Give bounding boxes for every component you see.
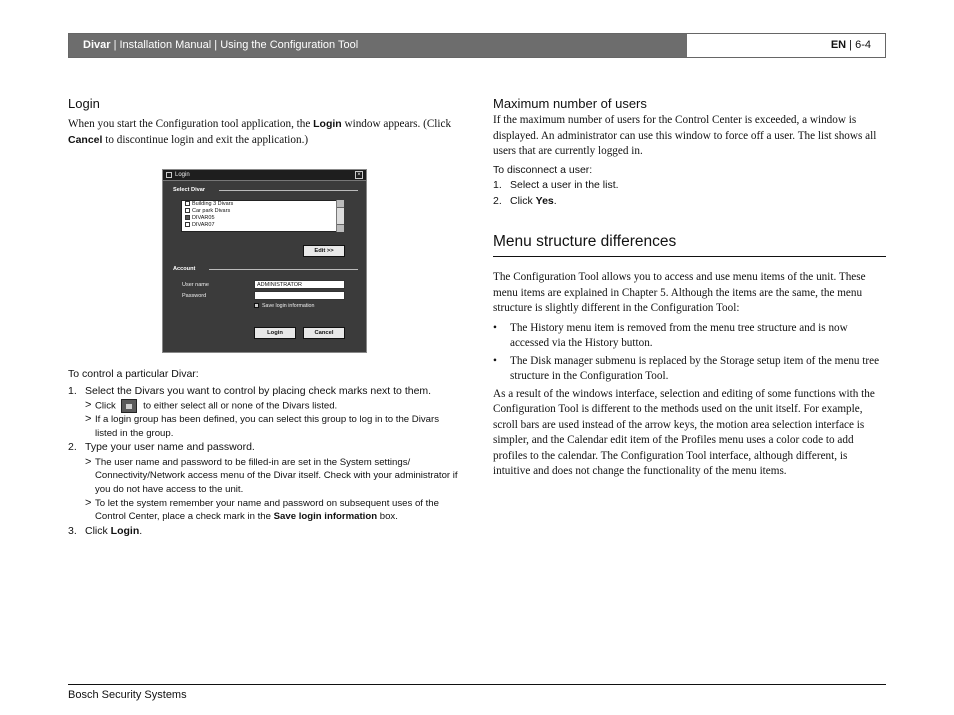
step-number: 1. xyxy=(493,179,502,191)
list-scrollbar[interactable] xyxy=(336,200,344,232)
list-item[interactable] xyxy=(185,222,343,229)
left-steps xyxy=(68,367,460,539)
menu-structure-heading: Menu structure differences xyxy=(493,233,886,257)
list-item[interactable] xyxy=(185,201,343,208)
list-item[interactable] xyxy=(185,208,343,215)
intro-text-3: to discontinue login and exit the application.) xyxy=(102,133,309,146)
folder-icon xyxy=(185,208,190,213)
step-bold: Login xyxy=(110,524,140,537)
bullet-icon: • xyxy=(493,354,497,367)
arrow-icon: > xyxy=(85,455,92,468)
list-item-label: DIVAR05 xyxy=(192,215,215,221)
step-text: . xyxy=(139,524,143,537)
max-users-text: If the maximum number of users for the Control Center is exceeded, a window is displayed. An administrator can use this window to force off a user. The list shows all users that are currently logged in. xyxy=(493,114,877,157)
step-text: . xyxy=(553,194,557,207)
result-text: Click xyxy=(95,400,119,412)
left-column xyxy=(68,96,460,148)
step-text: Type your user name and password. xyxy=(85,441,255,454)
header-page xyxy=(687,34,885,57)
list-item-label: Car park Divars xyxy=(192,208,231,214)
result-bold: Save login information xyxy=(273,511,378,523)
step-2 xyxy=(68,440,460,456)
username-label: User name xyxy=(182,282,209,288)
login-intro xyxy=(68,117,460,148)
step-text: Click xyxy=(85,524,111,537)
list-item xyxy=(493,354,886,385)
divar-list[interactable] xyxy=(181,200,344,232)
footer-company: Bosch Security Systems xyxy=(68,689,187,701)
header-title xyxy=(69,34,687,57)
result-1b xyxy=(68,413,460,440)
step-text: Select the Divars you want to control by placing check marks next to them. xyxy=(85,384,432,397)
save-login-label: Save login information xyxy=(262,303,315,309)
folder-icon xyxy=(185,201,190,206)
steps-list-2 xyxy=(68,440,460,456)
group-divider xyxy=(209,269,358,270)
step-bold: Yes xyxy=(535,194,554,207)
login-button[interactable]: Login xyxy=(254,327,296,339)
result-text: box. xyxy=(377,511,398,523)
right-column xyxy=(493,96,886,480)
header-page-number: | 6-4 xyxy=(846,39,871,51)
arrow-icon: > xyxy=(85,399,92,411)
result-text: If a login group has been defined, you can select this group to log in to the Divars listed in the group. xyxy=(95,414,439,439)
page-header xyxy=(68,33,886,58)
step-1 xyxy=(68,384,460,400)
disconnect-steps xyxy=(493,178,886,209)
arrow-icon: > xyxy=(85,496,92,509)
header-product: Divar xyxy=(83,39,111,51)
menu-intro: The Configuration Tool allows you to access and use menu items of the unit. These menu items are explained in Chapter 5. Although the items are the same, the menu structure is slightly different in the Configuration Tool: xyxy=(493,271,866,314)
result-text: to either select all or none of the Divars listed. xyxy=(140,400,338,412)
save-login-checkbox[interactable] xyxy=(254,303,314,309)
header-lang: EN xyxy=(830,39,847,51)
login-window-title: Login xyxy=(175,172,190,178)
checkbox[interactable] xyxy=(185,222,190,227)
checkbox[interactable] xyxy=(254,303,259,308)
step-3 xyxy=(68,524,460,540)
list-item[interactable] xyxy=(185,215,343,222)
header-crumb: | Installation Manual | Using the Configuration Tool xyxy=(110,39,359,51)
menu-bullets xyxy=(493,321,886,385)
checkbox-checked[interactable] xyxy=(185,215,190,220)
password-label: Password xyxy=(182,293,207,299)
result-2a xyxy=(68,456,460,497)
list-item-label: DIVAR07 xyxy=(192,222,215,228)
steps-list-3 xyxy=(68,524,460,540)
select-all-icon xyxy=(121,399,137,413)
close-icon[interactable]: × xyxy=(355,171,363,179)
step-text: Select a user in the list. xyxy=(510,179,619,191)
max-users-heading: Maximum number of users xyxy=(493,96,647,111)
bullet-text: The History menu item is removed from the menu tree structure and is now accessed via the History button. xyxy=(510,321,848,349)
result-text: The user name and password to be filled-in are set in the System settings/ Connectivity/Network access menu of the Divar itself. Check with your administrator if you do not have access to the unit. xyxy=(95,456,458,495)
cancel-button[interactable]: Cancel xyxy=(303,327,345,339)
result-1a xyxy=(68,399,460,413)
login-window-titlebar xyxy=(163,170,366,181)
arrow-icon: > xyxy=(85,413,92,426)
edit-button[interactable]: Edit >> xyxy=(303,245,345,257)
steps-list xyxy=(68,384,460,400)
step-text: Click xyxy=(510,194,536,207)
result-text: To let the system remember your name and password on subsequent uses of the Control Center, place a check mark in the xyxy=(95,497,439,523)
username-field[interactable]: ADMINISTRATOR xyxy=(254,280,345,289)
control-intro: To control a particular Divar: xyxy=(68,368,199,380)
intro-cancel-bold: Cancel xyxy=(68,133,103,146)
result-2b xyxy=(68,497,460,524)
list-item xyxy=(493,321,886,352)
account-group-label: Account xyxy=(173,266,196,272)
bullet-icon: • xyxy=(493,321,497,334)
footer-divider xyxy=(68,684,886,685)
intro-text-1: When you start the Configuration tool application, the xyxy=(68,118,314,130)
disconnect-intro: To disconnect a user: xyxy=(493,163,593,176)
intro-login-bold: Login xyxy=(313,118,342,130)
menu-differences-text: As a result of the windows interface, selection and editing of some functions with the Configuration Tool is different to the methods used on the unit itself. For example, scroll bars are used instead of the arrow keys, the motion area selection interface is simpler, and the Calendar edit item of the Profiles menu uses a color code to add profiles to the calendar. The Configuration Tool interface, although different, is intuitive and does not change the functionality of the menu items. xyxy=(493,387,875,477)
window-icon xyxy=(166,172,172,178)
step-number: 1. xyxy=(68,384,77,397)
step-number: 2. xyxy=(493,194,502,207)
login-window xyxy=(162,169,367,353)
step-number: 2. xyxy=(68,441,77,454)
step-number: 3. xyxy=(68,524,77,537)
select-divar-group-label: Select Divar xyxy=(173,187,206,193)
password-field[interactable] xyxy=(254,291,345,300)
group-divider xyxy=(219,190,358,191)
login-heading: Login xyxy=(68,96,100,111)
disconnect-step-1 xyxy=(493,178,886,194)
intro-text-2: window appears. (Click xyxy=(341,118,452,130)
disconnect-step-2 xyxy=(493,194,886,210)
list-item-label: Building 3 Divars xyxy=(192,201,234,207)
bullet-text: The Disk manager submenu is replaced by the Storage setup item of the menu tree structure in the Configuration Tool. xyxy=(510,354,880,382)
